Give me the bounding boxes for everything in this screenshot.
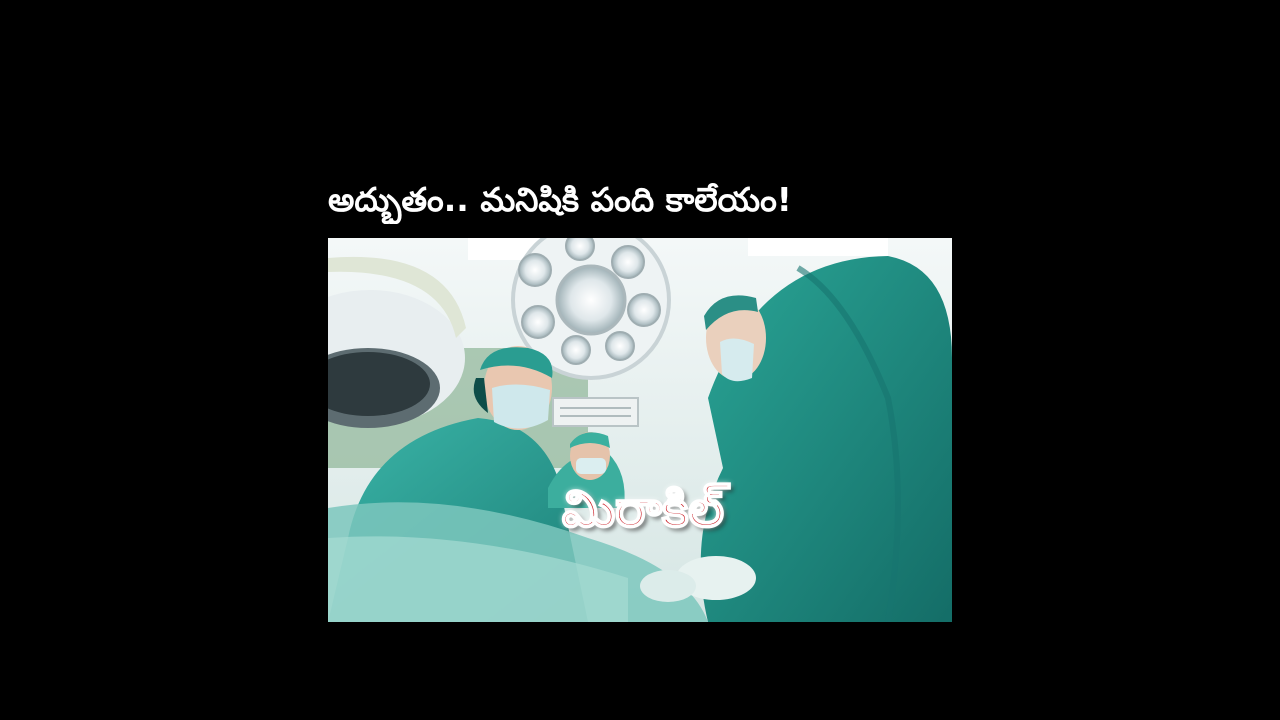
article-headline: అద్భుతం.. మనిషికి పంది కాలేయం!	[328, 180, 792, 219]
article-image	[328, 238, 952, 622]
image-overlay-caption: మిరాకిల్	[562, 480, 724, 538]
